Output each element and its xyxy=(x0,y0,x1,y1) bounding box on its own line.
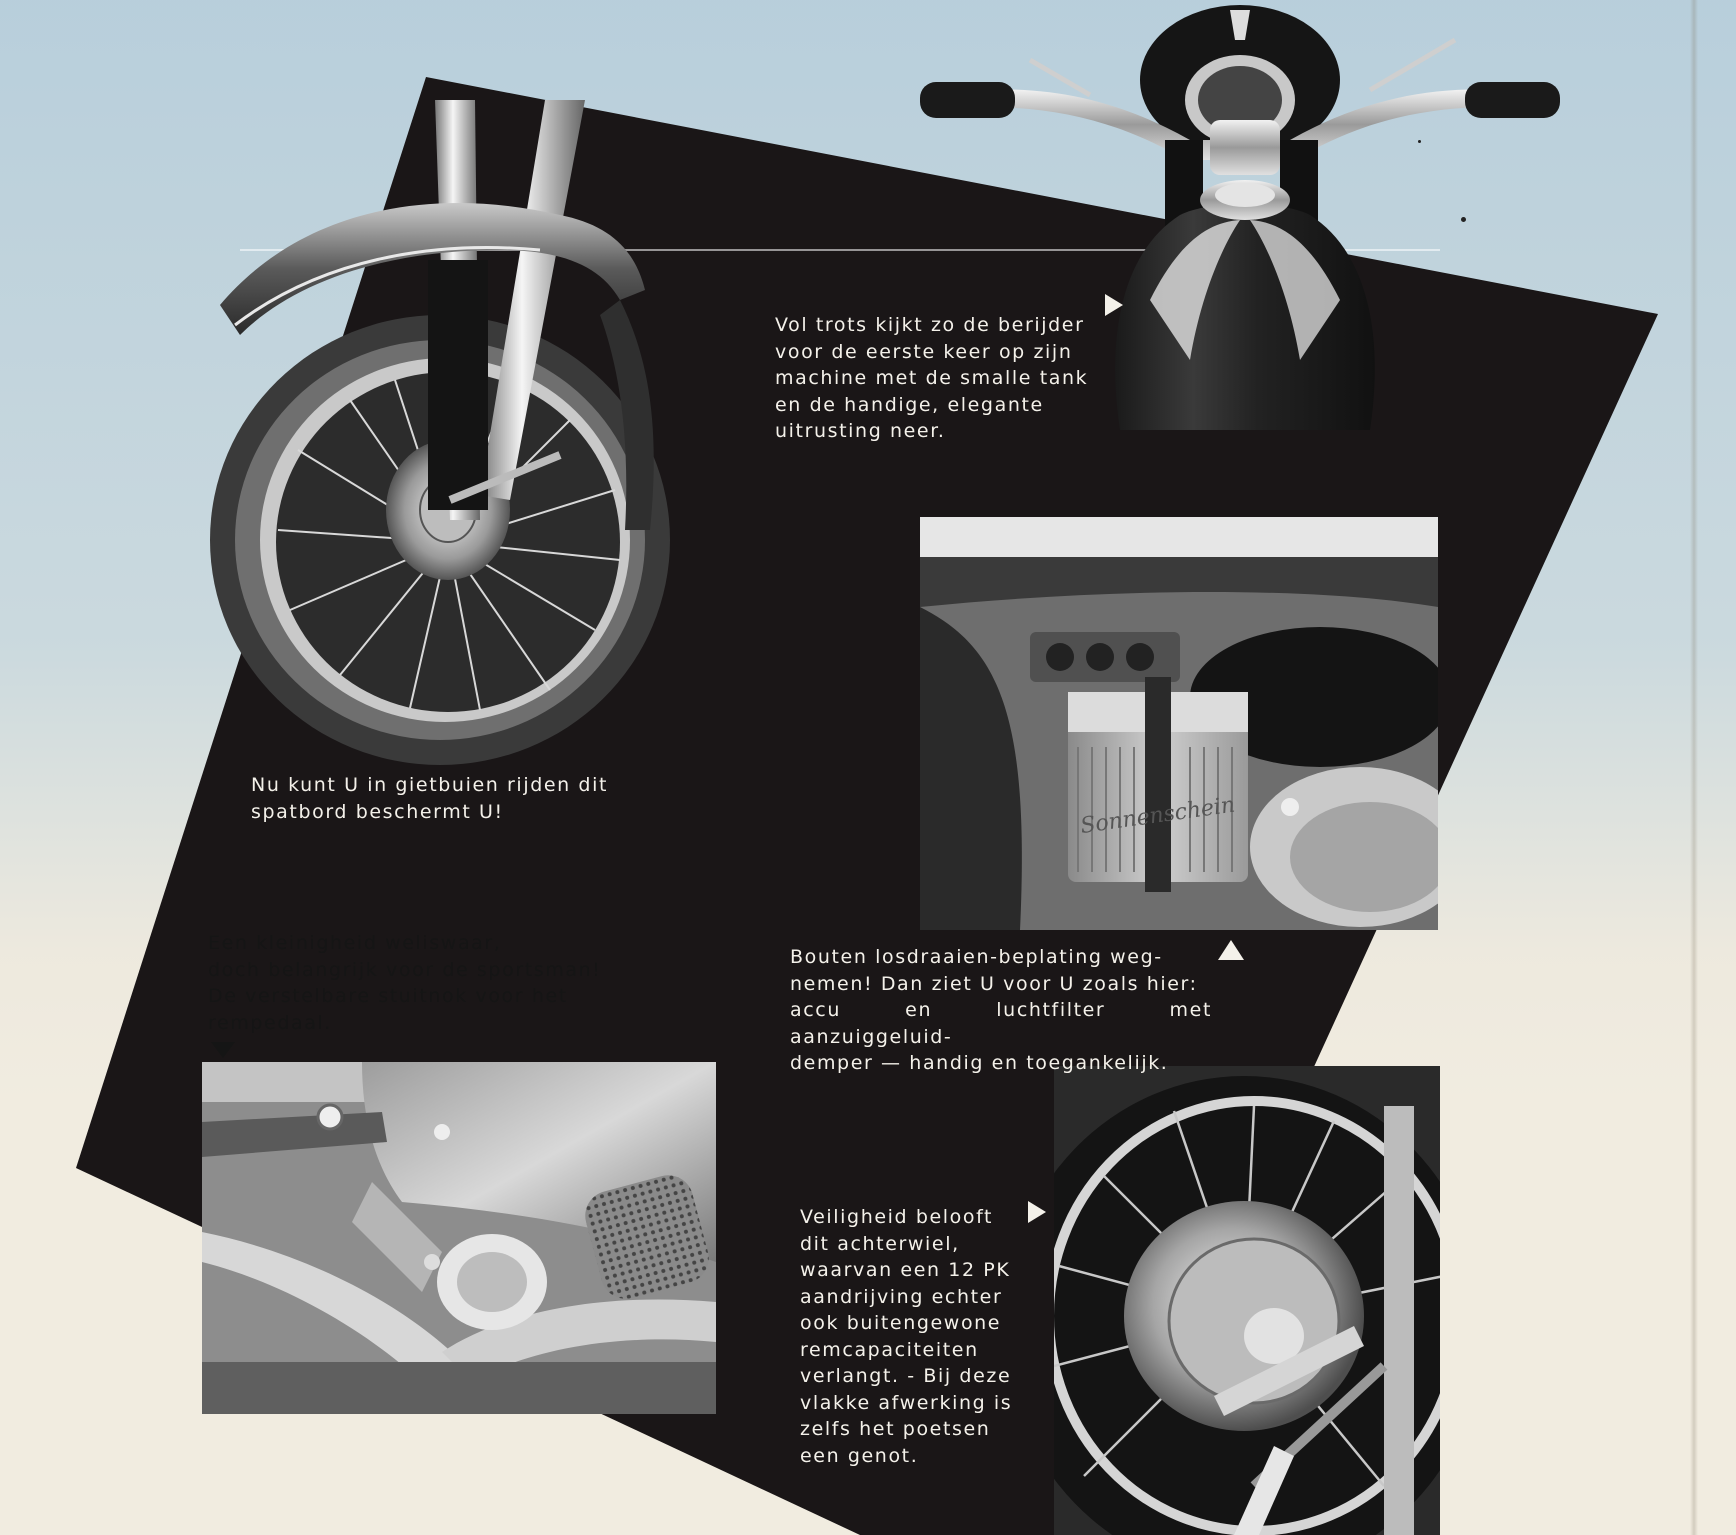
pedal-caption xyxy=(208,930,668,1036)
rear-wheel-caption-line: een genot. xyxy=(800,1444,919,1467)
rear-wheel-photo xyxy=(1054,1066,1440,1535)
pedal-caption-line: rempedaal. xyxy=(208,1011,333,1034)
tank-caption xyxy=(775,312,1091,445)
triangle-right-icon xyxy=(1028,1201,1046,1223)
tank-caption-line: machine met de smalle tank xyxy=(775,367,1089,389)
front-wheel-photo xyxy=(180,100,700,770)
battery-caption-line: nemen! Dan ziet U voor U zoals hier: xyxy=(790,972,1198,995)
triangle-down-icon xyxy=(211,1042,235,1058)
battery-caption-line: demper — handig en toegankelijk. xyxy=(790,1052,1169,1074)
fold-crease-right xyxy=(1690,0,1698,1535)
rear-wheel-caption-line: remcapaciteiten xyxy=(800,1338,979,1361)
rear-wheel-caption-line: verlangt. - Bij deze xyxy=(800,1365,1012,1387)
rear-wheel-caption-line: zelfs het poetsen xyxy=(800,1418,991,1440)
paper-speck xyxy=(1461,217,1466,222)
pedal-caption-line: doch belangrijk voor de sportsman! xyxy=(208,958,602,981)
tank-caption-line: Vol trots kijkt zo de berijder xyxy=(775,314,1085,336)
battery-caption-line: accu en luchtfilter met aanzuiggeluid- xyxy=(790,999,1212,1048)
triangle-right-icon xyxy=(1105,294,1123,316)
fender-caption xyxy=(251,772,675,825)
paper-speck xyxy=(1418,140,1421,143)
tank-caption-line: en de handige, elegante xyxy=(775,393,1044,416)
rear-wheel-caption-line: waarvan een 12 PK xyxy=(800,1259,1011,1281)
battery-caption xyxy=(790,944,1212,1077)
battery-caption-line: Bouten losdraaien-beplating weg- xyxy=(790,946,1163,968)
rear-wheel-caption-line: dit achterwiel, xyxy=(800,1232,960,1255)
brake-pedal-photo xyxy=(202,1062,716,1414)
fender-caption-line: Nu kunt U in gietbuien rijden dit xyxy=(251,774,609,796)
pedal-caption-line: Een kleinigheid weliswaar, xyxy=(208,932,502,954)
battery-compartment-photo xyxy=(920,517,1438,930)
rear-wheel-caption-line: aandrijving echter xyxy=(800,1285,1003,1308)
rear-wheel-caption-line: Veiligheid belooft xyxy=(800,1206,994,1228)
tank-caption-line: voor de eerste keer op zijn xyxy=(775,340,1073,363)
fender-caption-line: spatbord beschermt U! xyxy=(251,800,504,823)
rear-wheel-caption xyxy=(800,1204,1028,1469)
battery-brand-label: Sonnenschein xyxy=(1078,792,1237,840)
pedal-caption-line: De verstelbare stuitnok voor het xyxy=(208,985,568,1007)
triangle-up-icon xyxy=(1218,940,1244,960)
tank-caption-line: uitrusting neer. xyxy=(775,420,946,442)
rear-wheel-caption-line: vlakke afwerking is xyxy=(800,1391,1013,1414)
rear-wheel-caption-line: ook buitengewone xyxy=(800,1312,1002,1334)
